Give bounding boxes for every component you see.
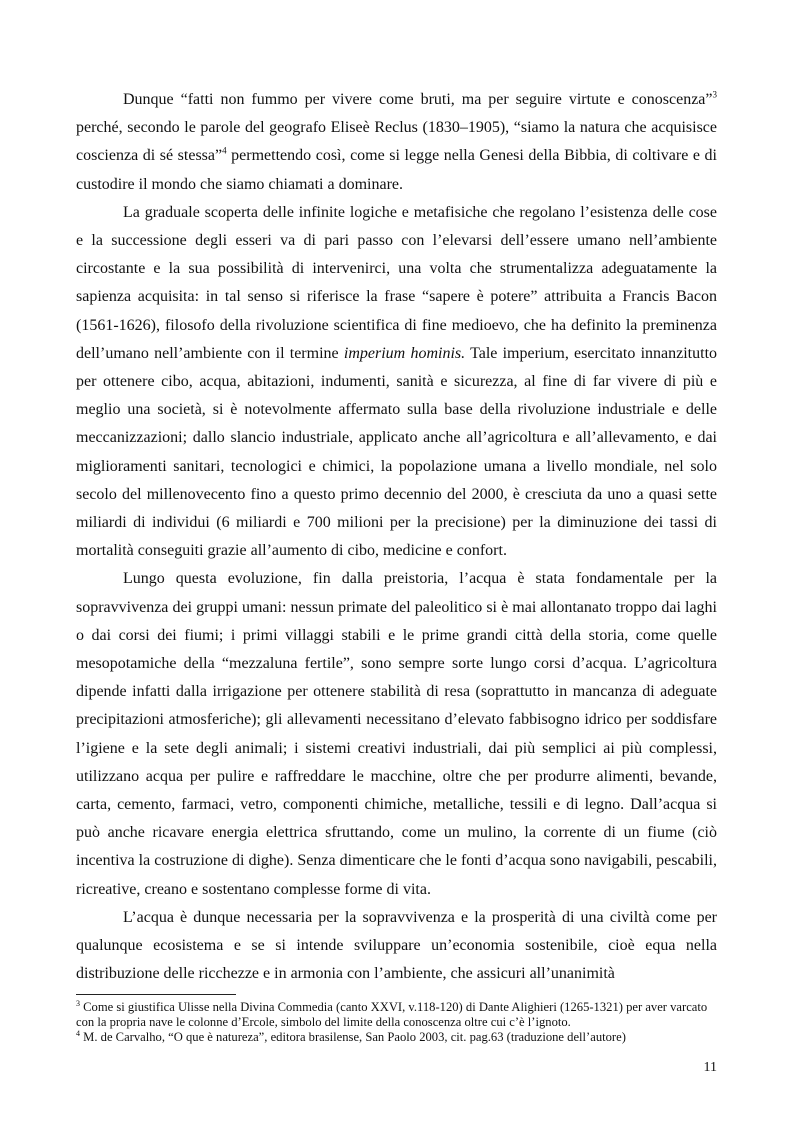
footnote-number: 3 [76, 998, 80, 1008]
text-run: L’acqua è dunque necessaria per la sopravvivenza e la prosperità di una civiltà come per qualunque ecosistema e se si intende sviluppare un’economia sostenibile, cioè equa nella distribuzione delle ricchezze e in armonia con l’ambiente, che assicuri all’unanimità [76, 908, 717, 983]
text-run: perché, secondo le parole del geografo Eliseè Reclus (1830–1905), “siamo la natura che acquisisce coscienza di sé stessa” [76, 119, 717, 165]
italic-term: imperium hominis. [343, 344, 466, 362]
footnote-text: Come si giustifica Ulisse nella Divina Commedia (canto XXVI, v.118-120) di Dante Alighieri (1265-1321) per aver varcato con la propria nave le colonne d’Ercole, simbolo del limite della conoscenza oltre cui c’è l’ignoto. [76, 1000, 708, 1029]
paragraph [76, 565, 717, 903]
paragraph [76, 199, 717, 566]
footnote [76, 1000, 717, 1030]
page-number: 11 [703, 1060, 717, 1075]
text-run: La graduale scoperta delle infinite logiche e metafisiche che regolano l’esistenza delle cose e la successione degli esseri va di pari passo con l’elevarsi dell’essere umano nell’ambiente circostante e la sua possibilità di intervenirci, una volta che strumentalizza adeguatamente la sapienza acquisita: in tal senso si riferisce la frase “sapere è potere” attribuita a Francis Bacon (1561-1626), filosofo della rivoluzione scientifica di fine medioevo, che ha definito la preminenza dell’umano nell’ambiente con il termine [76, 203, 717, 362]
footnote-reference: 4 [222, 146, 227, 157]
body-text [76, 86, 717, 989]
text-run: Tale imperium, esercitato innanzitutto per ottenere cibo, acqua, abitazioni, indumenti, sanità e sicurezza, al fine di far vivere di più e meglio una società, si è notevolmente affermato sulla base della rivoluzione industriale e delle meccanizzazioni; dallo slancio industriale, applicato anche all’agricoltura e all’allevamento, e dai miglioramenti sanitari, tecnologici e chimici, la popolazione umana a livello mondiale, nel solo secolo del millenovecento fino a questo primo decennio del 2000, è cresciuta da uno a quasi sette miliardi di individui (6 miliardi e 700 milioni per la precisione) per la diminuzione dei tassi di mortalità conseguiti grazie all’aumento di cibo, medicine e confort. [76, 344, 718, 560]
text-run: permettendo così, come si legge nella Genesi della Bibbia, di coltivare e di custodire il mondo che siamo chiamati a dominare. [76, 147, 718, 193]
footnote-reference: 3 [712, 89, 717, 100]
text-run: Dunque “fatti non fummo per vivere come bruti, ma per seguire virtute e conoscenza” [123, 91, 713, 108]
footnote-number: 4 [76, 1028, 80, 1038]
paragraph [76, 904, 717, 989]
footnotes [76, 1000, 717, 1045]
footnote-divider [76, 994, 236, 995]
footnote-text: M. de Carvalho, “O que è natureza”, editora brasilense, San Paolo 2003, cit. pag.63 (traduzione dell’autore) [80, 1030, 626, 1044]
footnote [76, 1030, 717, 1045]
text-run: Lungo questa evoluzione, fin dalla preistoria, l’acqua è stata fondamentale per la sopravvivenza dei gruppi umani: nessun primate del paleolitico si è mai allontanato troppo dai laghi o dai corsi dei fiumi; i primi villaggi stabili e le prime grandi città della storia, come quelle mesopotamiche della “mezzaluna fertile”, sono sempre sorte lungo corsi d’acqua. L’agricoltura dipende infatti dalla irrigazione per ottenere stabilità di resa (soprattutto in mancanza di adeguate precipitazioni atmosferiche); gli allevamenti necessitano d’elevato fabbisogno idrico per soddisfare l’igiene e la sete degli animali; i sistemi creativi industriali, dai più semplici ai più complessi, utilizzano acqua per pulire e raffreddare le macchine, oltre che per produrre alimenti, bevande, carta, cemento, farmaci, vetro, componenti chimiche, metalliche, tessili e di legno. Dall’acqua si può anche ricavare energia elettrica sfruttando, come un mulino, la corrente di un fiume (ciò incentiva la costruzione di dighe). Senza dimenticare che le fonti d’acqua sono navigabili, pescabili, ricreative, creano e sostentano complesse forme di vita. [76, 570, 717, 898]
paragraph [76, 86, 717, 199]
